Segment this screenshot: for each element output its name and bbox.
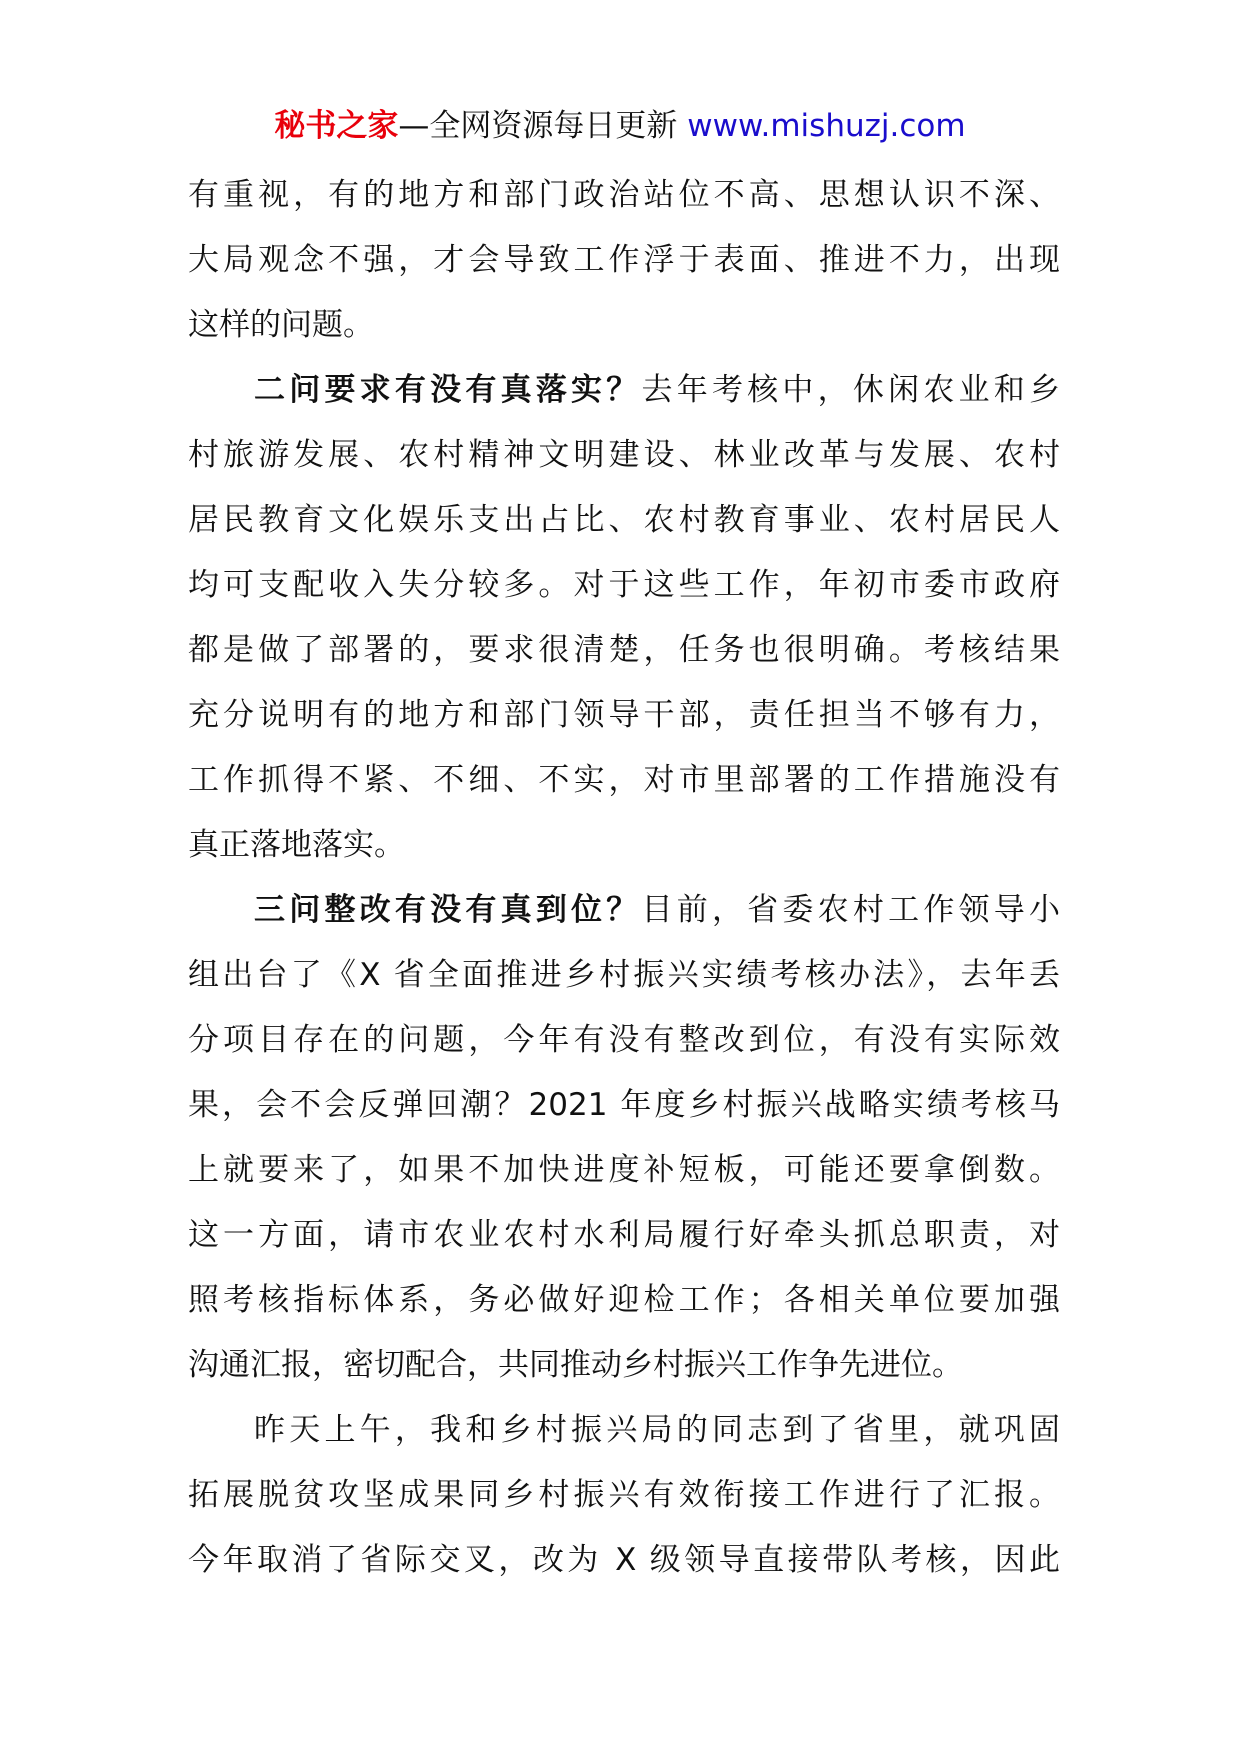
text-line: 分项目存在的问题，今年有没有整改到位，有没有实际效 <box>188 1022 1060 1058</box>
text-line: 照考核指标体系，务必做好迎检工作；各相关单位要加强 <box>188 1282 1060 1318</box>
page-header <box>0 104 1240 148</box>
paragraph-first-line: 二问要求有没有真落实？去年考核中，休闲农业和乡 <box>254 372 1060 408</box>
text-line: 均可支配收入失分较多。对于这些工作，年初市委市政府 <box>188 567 1060 603</box>
text-line: 组出台了《X 省全面推进乡村振兴实绩考核办法》，去年丢 <box>188 957 1060 993</box>
section-heading: 三问整改有没有真到位？ <box>254 892 642 928</box>
text-line: 有重视，有的地方和部门政治站位不高、思想认识不深、 <box>188 177 1060 213</box>
document-body <box>188 163 1060 1593</box>
site-url-link[interactable]: www.mishuzj.com <box>687 108 966 144</box>
text-line: 这一方面，请市农业农村水利局履行好牵头抓总职责，对 <box>188 1217 1060 1253</box>
text-line: 拓展脱贫攻坚成果同乡村振兴有效衔接工作进行了汇报。 <box>188 1477 1060 1513</box>
text-line: 沟通汇报，密切配合，共同推动乡村振兴工作争先进位。 <box>188 1347 963 1383</box>
section-heading: 二问要求有没有真落实？ <box>254 372 642 408</box>
text-line: 居民教育文化娱乐支出占比、农村教育事业、农村居民人 <box>188 502 1060 538</box>
site-tagline: —全网资源每日更新 <box>398 108 678 144</box>
text-line: 今年取消了省际交叉，改为 X 级领导直接带队考核，因此 <box>188 1542 1060 1578</box>
text-line: 都是做了部署的，要求很清楚，任务也很明确。考核结果 <box>188 632 1060 668</box>
site-brand: 秘书之家 <box>274 108 399 144</box>
text-line: 充分说明有的地方和部门领导干部，责任担当不够有力， <box>188 697 1060 733</box>
paragraph-first-line: 三问整改有没有真到位？目前，省委农村工作领导小 <box>254 892 1060 928</box>
text-line: 真正落地落实。 <box>188 827 405 863</box>
paragraph-first-line: 昨天上午，我和乡村振兴局的同志到了省里，就巩固 <box>254 1412 1060 1448</box>
text-line: 村旅游发展、农村精神文明建设、林业改革与发展、农村 <box>188 437 1060 473</box>
text-line: 工作抓得不紧、不细、不实，对市里部署的工作措施没有 <box>188 762 1060 798</box>
text-line: 果，会不会反弹回潮？2021 年度乡村振兴战略实绩考核马 <box>188 1087 1060 1123</box>
text-line: 大局观念不强，才会导致工作浮于表面、推进不力，出现 <box>188 242 1060 278</box>
text-line: 上就要来了，如果不加快进度补短板，可能还要拿倒数。 <box>188 1152 1060 1188</box>
text-line: 这样的问题。 <box>188 307 374 343</box>
